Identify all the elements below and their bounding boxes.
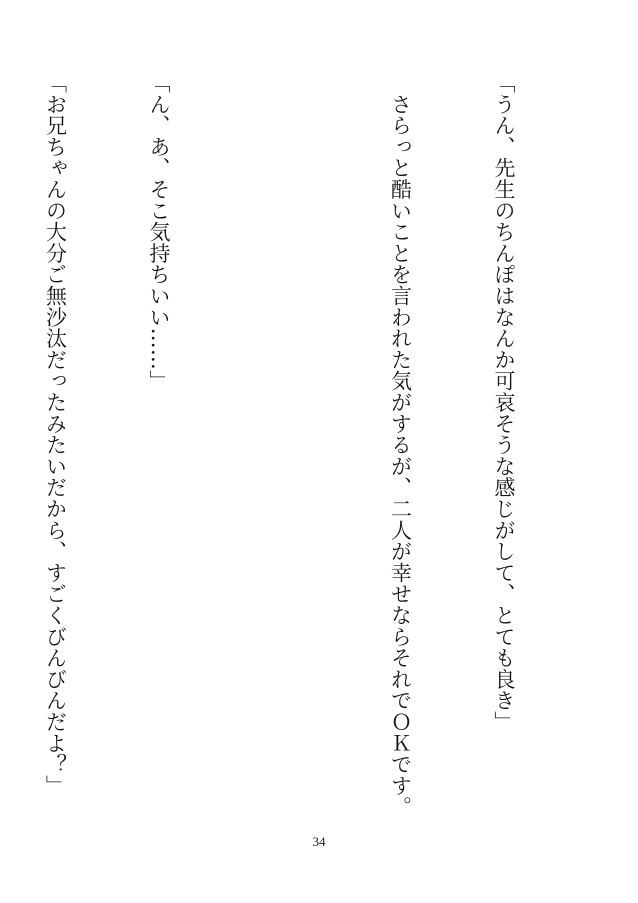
text-line: 「ん、あ、そこ気持ちいい……」: [147, 72, 171, 392]
page-number: 34: [312, 834, 326, 849]
text-line: 「うん、先生のちんぽはなんか可哀そうな感じがして、とても良き」: [492, 72, 516, 733]
body-text: [0, 72, 590, 818]
text-line: さらっと酷いことを言われた気がするが、二人が幸せならそれでＯＫです。: [388, 72, 413, 818]
text-line: 「お兄ちゃんの大分ご無沙汰だったみたいだから、すごくびんびんだよ？」: [43, 72, 68, 797]
